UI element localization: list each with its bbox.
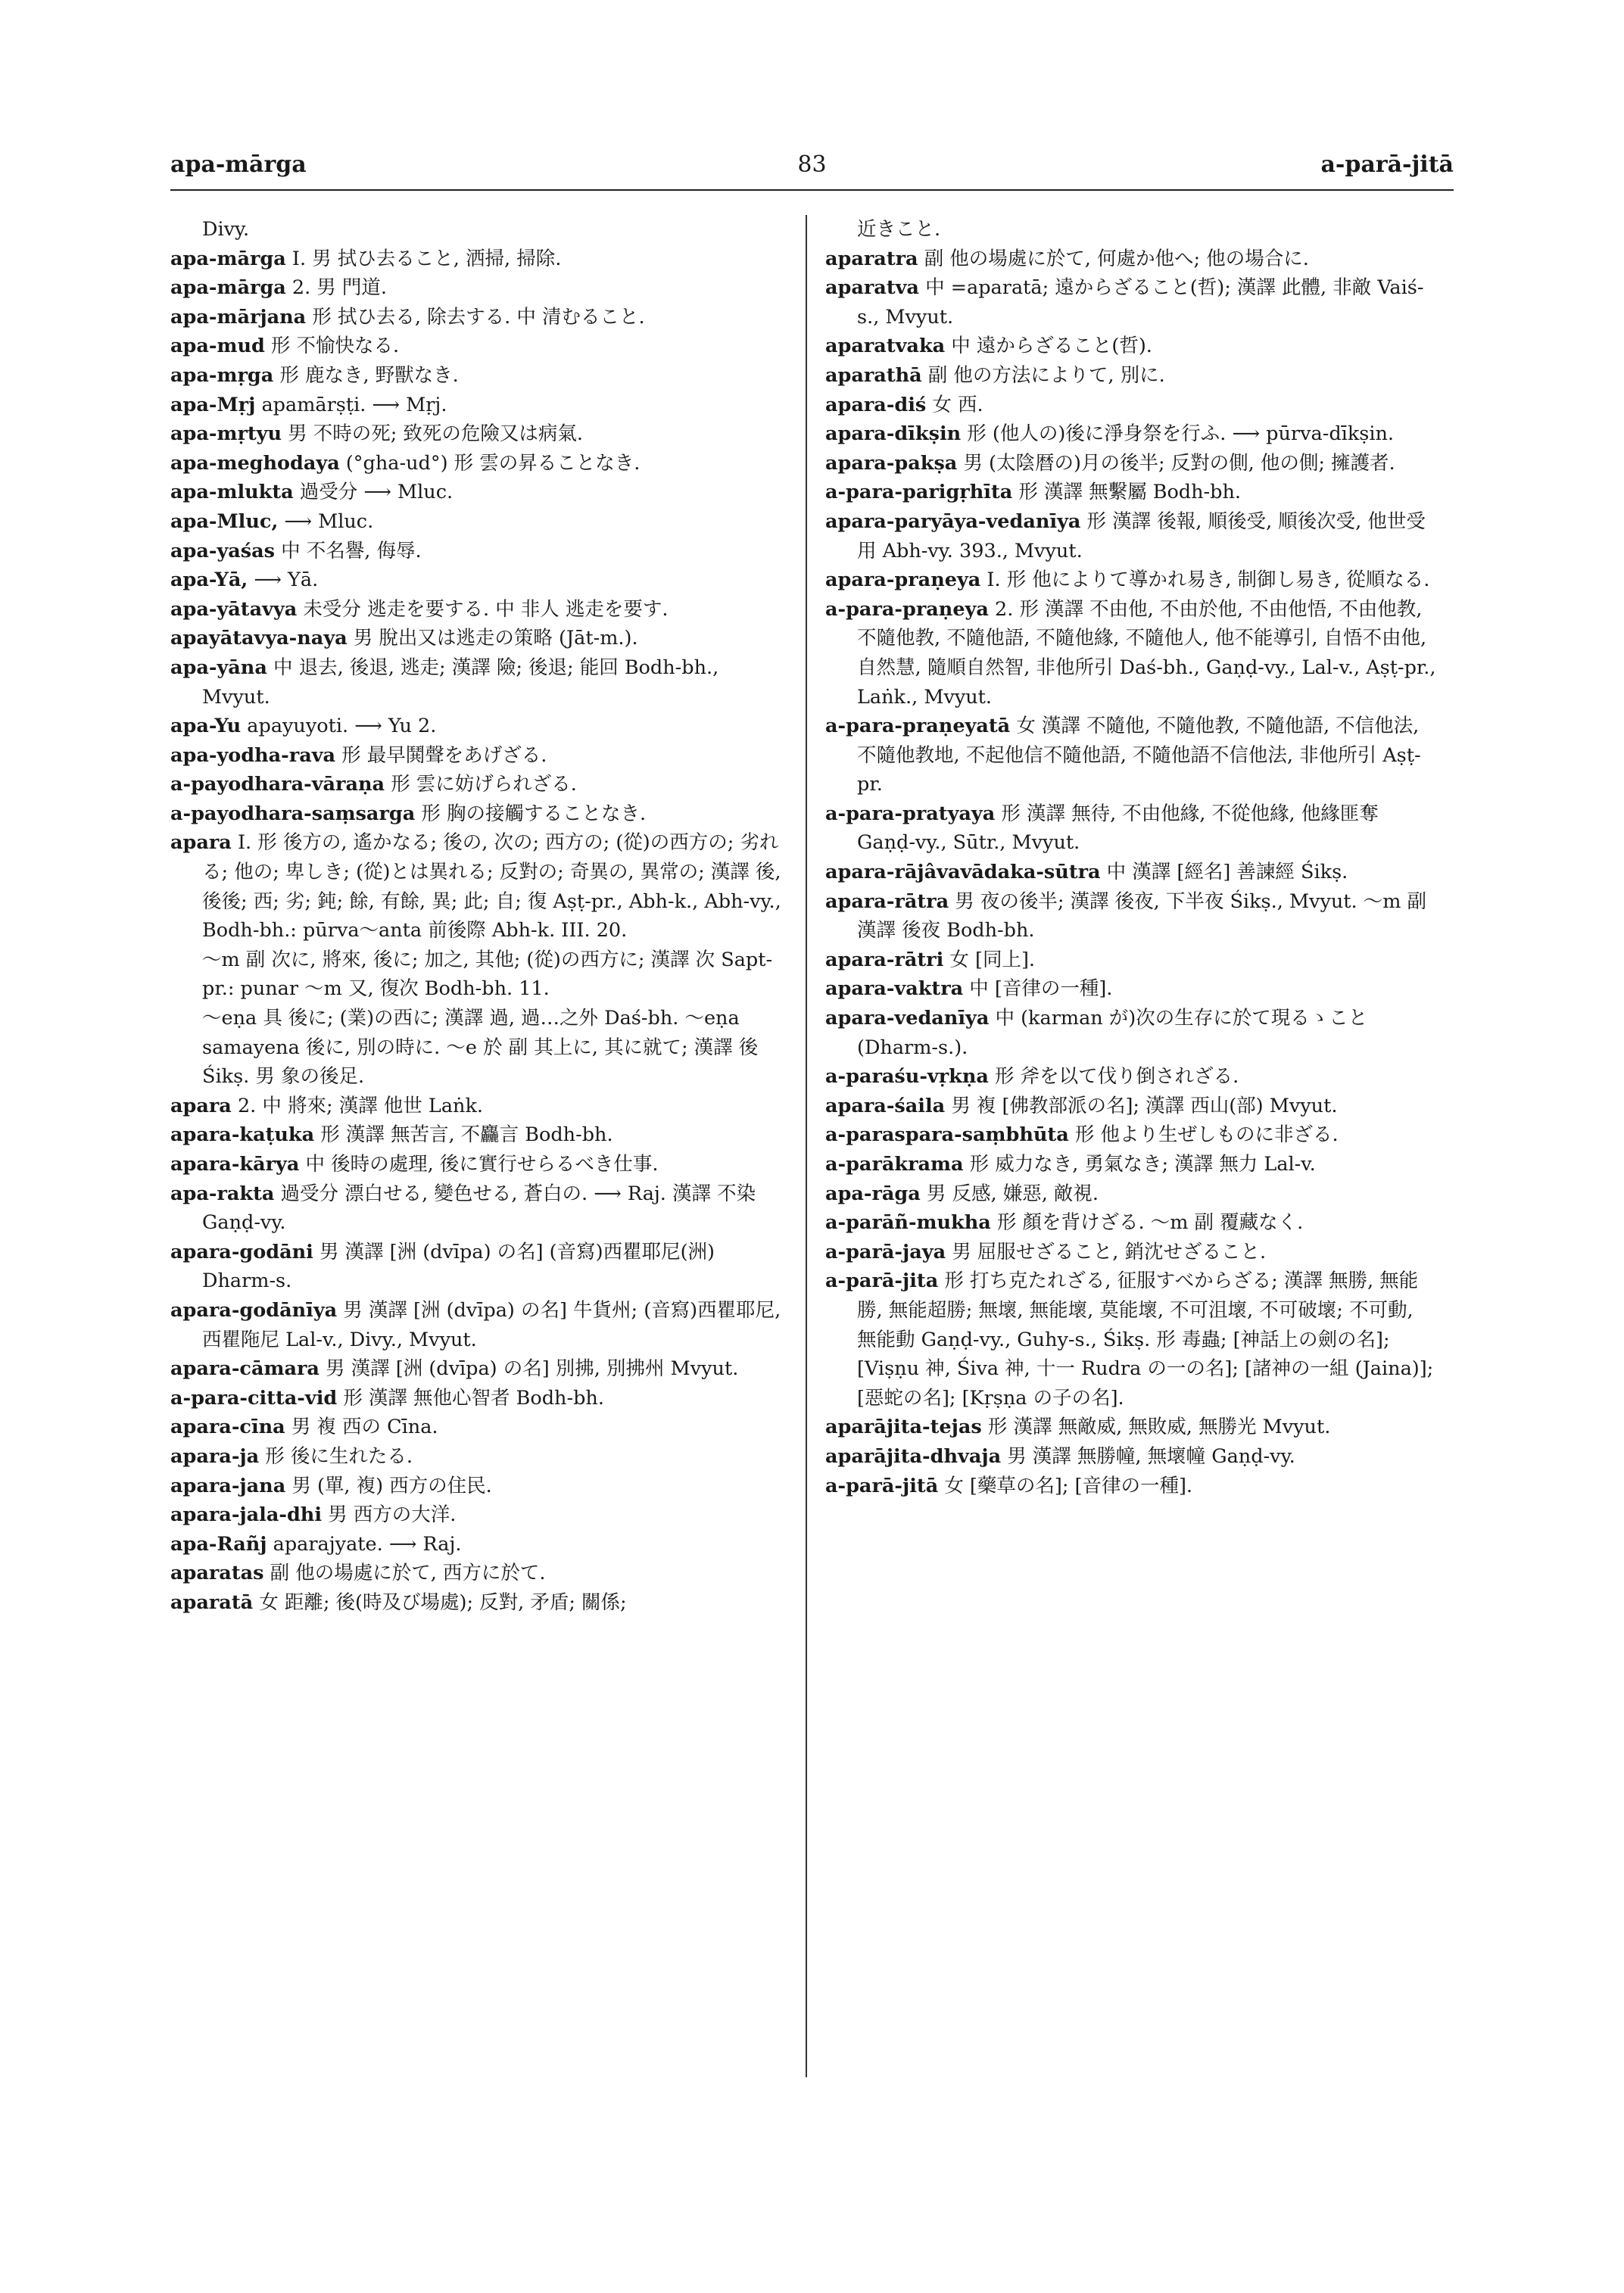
dictionary-entry: [170, 595, 784, 625]
entry-headword: a-para-praṇeya: [825, 597, 989, 621]
entry-definition: 形 後に生れたる.: [265, 1444, 413, 1468]
left-column: [170, 215, 784, 2085]
entry-definition: 中 後時の處理, 後に實行せらるべき仕事.: [305, 1153, 659, 1176]
entry-definition: 形 不愉快なる.: [270, 335, 400, 358]
entry-headword: apa-yaśas: [170, 539, 276, 562]
entry-definition: 過受分 ⟶ Mluc.: [299, 481, 454, 504]
entry-definition: 男 反感, 嫌惡, 敵視.: [926, 1182, 1099, 1205]
dictionary-entry: [170, 946, 784, 1004]
entry-headword: apara-godānīya: [170, 1298, 338, 1322]
entry-definition: 形 漢譯 無待, 不由他緣, 不從他緣, 他緣匪奪 Gaṇḍ-vy., Sūtr., Mvyut.: [857, 802, 1379, 855]
entry-definition: 未受分 逃走を要する. 中 非人 逃走を要す.: [303, 597, 669, 621]
entry-definition: 2. 男 門道.: [291, 276, 388, 300]
entry-definition: 形 打ち克たれざる, 征服すべからざる; 漢譯 無勝, 無能勝, 無能超勝; 無壞, 無能壞, 莫能壞, 不可沮壞, 不可破壞; 不可動, 無能動 Gaṇḍ-vy., Guhy-s., Śikṣ. 形 毒蟲; [神話上の劍の名]; [Viṣṇu 神, Śiva 神, 十一 Rudra の一の名]; [諸神の一組 (Jaina)]; [惡蛇の名]; [Kṛṣṇa の子の名].: [857, 1270, 1434, 1410]
dictionary-entry: [825, 595, 1439, 712]
entry-headword: a-para-citta-vid: [170, 1386, 338, 1410]
entry-headword: apara-praṇeya: [825, 569, 981, 592]
entry-headword: a-parā-jitā: [825, 1474, 939, 1497]
entry-headword: apara-kaṭuka: [170, 1123, 315, 1147]
entry-definition: 中 遠からざること(哲).: [951, 335, 1152, 358]
dictionary-entry: [825, 1266, 1439, 1413]
entry-definition: 女 [藥草の名]; [音律の一種].: [944, 1474, 1193, 1497]
entry-headword: a-parā-jita: [825, 1270, 939, 1293]
entry-definition: 男 複 [佛教部派の名]; 漢譯 西山(部) Mvyut.: [951, 1094, 1338, 1117]
dictionary-entry: [825, 1150, 1439, 1179]
entry-definition: 中 退去, 後退, 逃走; 漢譯 險; 後退; 能回 Bodh-bh., Mvyut.: [202, 656, 719, 709]
entry-headword: a-paraśu-vṛkṇa: [825, 1065, 989, 1089]
dictionary-entry: [825, 712, 1439, 799]
entry-definition: 形 漢譯 後報, 順後受, 順後次受, 他世受用 Abh-vy. 393., Mvyut.: [857, 509, 1426, 562]
entry-definition: 中 漢譯 [經名] 善諫經 Śikṣ.: [1106, 861, 1348, 884]
entry-definition: aparajyate. ⟶ Raj.: [273, 1532, 462, 1556]
entry-headword: aparājita-tejas: [825, 1416, 982, 1439]
dictionary-entry: [170, 245, 784, 274]
entry-definition: 形 漢譯 無他心智者 Bodh-bh.: [343, 1386, 604, 1410]
entry-definition: 〜eṇa 具 後に; (業)の西に; 漢譯 過, 過…之外 Daś-bh. 〜eṇa samayena 後に, 別の時に. 〜e 於 副 其上に, 其に就て; 漢譯 後 Śikṣ. 男 象の後足.: [202, 1007, 759, 1089]
entry-headword: apara-rātri: [825, 948, 944, 971]
entry-definition: 中 (karman が)次の生存に於て現るゝこと (Dharm-s.).: [857, 1007, 1368, 1059]
entry-headword: apara-vaktra: [825, 977, 964, 1001]
dictionary-entry: [170, 712, 784, 741]
dictionary-entry: [170, 1179, 784, 1238]
entry-definition: 2. 中 將來; 漢譯 他世 Laṅk.: [237, 1094, 484, 1117]
dictionary-entry: [825, 1062, 1439, 1092]
entry-definition: 形 威力なき, 勇氣なき; 漢譯 無力 Lal-v.: [969, 1153, 1316, 1176]
dictionary-entry: [170, 478, 784, 507]
dictionary-entry: [170, 273, 784, 303]
entry-definition: 男 不時の死; 致死の危險又は病氣.: [288, 422, 584, 446]
entry-headword: aparatvaka: [825, 335, 946, 358]
dictionary-entry: [825, 1092, 1439, 1121]
dictionary-entry: [825, 858, 1439, 887]
entry-headword: aparatā: [170, 1590, 254, 1614]
entry-headword: aparājita-dhvaja: [825, 1444, 1002, 1468]
dictionary-entry: [170, 770, 784, 799]
entry-definition: 女 [同上].: [949, 948, 1035, 971]
entry-headword: apara-cāmara: [170, 1357, 320, 1381]
dictionary-entry: [825, 946, 1439, 975]
entry-definition: 形 斧を以て伐り倒されざる.: [995, 1065, 1239, 1089]
entry-definition: I. 男 拭ひ去ること, 洒掃, 掃除.: [291, 247, 562, 270]
dictionary-entry: [170, 1296, 784, 1354]
dictionary-entry: [170, 1092, 784, 1121]
entry-headword: apara-kārya: [170, 1153, 300, 1176]
entry-definition: 女 漢譯 不隨他, 不隨他教, 不隨他語, 不信他法, 不隨他教地, 不起他信不隨他語, 不隨他語不信他法, 非他所引 Aṣṭ-pr.: [857, 715, 1421, 796]
entry-definition: 近きこと.: [857, 218, 941, 241]
dictionary-entry: [170, 449, 784, 478]
dictionary-entry: [170, 1472, 784, 1501]
entry-headword: apara-paryāya-vedanīya: [825, 509, 1081, 533]
entry-headword: apa-meghodaya: [170, 451, 340, 475]
entry-headword: apara-śaila: [825, 1094, 946, 1117]
entry-headword: apa-yāna: [170, 656, 267, 679]
entry-headword: apara-dīkṣin: [825, 422, 962, 446]
dictionary-entry: [825, 332, 1439, 361]
entry-headword: apara-godāni: [170, 1240, 313, 1263]
dictionary-entry: [170, 653, 784, 712]
entry-headword: a-para-praṇeyatā: [825, 715, 1011, 738]
entry-definition: 男 夜の後半; 漢譯 後夜, 下半夜 Śikṣ., Mvyut. 〜m 副 漢譯 後夜 Bodh-bh.: [857, 889, 1427, 942]
entry-definition: 形 漢譯 無苦言, 不麤言 Bodh-bh.: [320, 1123, 613, 1147]
dictionary-entry: [825, 507, 1439, 565]
dictionary-entry: [170, 1004, 784, 1092]
dictionary-entry: [170, 419, 784, 449]
entry-headword: a-parāñ-mukha: [825, 1211, 991, 1235]
entry-definition: 副 他の場處に於て, 西方に於て.: [270, 1562, 546, 1585]
entry-headword: a-payodhara-vāraṇa: [170, 773, 385, 796]
entry-headword: apa-rāga: [825, 1182, 921, 1205]
page-header: [170, 151, 1454, 189]
column-divider: [806, 215, 807, 2077]
entry-headword: apa-mṛtyu: [170, 422, 282, 446]
entry-headword: apa-yodha-rava: [170, 743, 336, 767]
entry-definition: 副 他の方法によりて, 別に.: [927, 363, 1165, 387]
right-column: [825, 215, 1439, 2085]
entry-definition: Divy.: [202, 218, 250, 241]
entry-headword: a-para-pratyaya: [825, 802, 996, 825]
dictionary-entry: [170, 1384, 784, 1413]
entry-headword: apara-diś: [825, 393, 927, 416]
entry-definition: apamārṣṭi. ⟶ Mṛj.: [261, 393, 447, 416]
dictionary-entry: [170, 303, 784, 332]
dictionary-entry: [170, 1530, 784, 1559]
entry-headword: apa-Mṛj: [170, 393, 256, 416]
entry-definition: ⟶ Yā.: [254, 569, 319, 592]
entry-definition: 男 (太陰暦の)月の後半; 反對の側, 他の側; 擁護者.: [963, 451, 1395, 475]
dictionary-entry: [825, 799, 1439, 858]
entry-headword: a-paraspara-saṃbhūta: [825, 1123, 1069, 1147]
entry-definition: apayuyoti. ⟶ Yu 2.: [247, 715, 437, 738]
entry-headword: a-parā-jaya: [825, 1240, 946, 1263]
entry-headword: aparatas: [170, 1562, 264, 1585]
entry-headword: apa-mṛga: [170, 363, 274, 387]
entry-definition: 男 漢譯 [洲 (dvīpa) の名] 別拂, 別拂州 Mvyut.: [326, 1357, 739, 1381]
dictionary-entry: [170, 1238, 784, 1296]
entry-definition: 形 (他人の)後に淨身祭を行ふ. ⟶ pūrva-dīkṣin.: [967, 422, 1395, 446]
dictionary-entry: [825, 1120, 1439, 1150]
dictionary-entry: [825, 273, 1439, 332]
entry-headword: a-para-parigṛhīta: [825, 481, 1013, 504]
entry-definition: 〜m 副 次に, 將來, 後に; 加之, 其他; (從)の西方に; 漢譯 次 Sapt-pr.: punar 〜m 又, 復次 Bodh-bh. 11.: [202, 948, 773, 1001]
entry-headword: apara-vedanīya: [825, 1007, 990, 1030]
entry-definition: ⟶ Mluc.: [284, 509, 374, 533]
entry-definition: 女 距離; 後(時及び場處); 反對, 矛盾; 關係;: [259, 1590, 627, 1614]
header-rule: [170, 189, 1454, 191]
entry-definition: 形 雲に妨げられざる.: [391, 773, 577, 796]
entry-headword: apara-ja: [170, 1444, 260, 1468]
dictionary-entry: [170, 361, 784, 391]
dictionary-entry: [825, 391, 1439, 420]
dictionary-entry: [170, 1588, 784, 1618]
entry-definition: 形 拭ひ去る, 除去する. 中 清むること.: [312, 305, 645, 329]
entry-definition: 男 西方の大洋.: [328, 1503, 457, 1527]
dictionary-entry: [825, 1442, 1439, 1472]
dictionary-entry: [170, 1442, 784, 1472]
entry-definition: 男 漢譯 [洲 (dvīpa) の名] (音寫)西瞿耶尼(洲) Dharm-s.: [202, 1240, 715, 1293]
entry-headword: apa-Rañj: [170, 1532, 267, 1556]
entry-definition: 形 漢譯 無繫屬 Bodh-bh.: [1018, 481, 1242, 504]
entry-definition: 形 顏を背けざる. 〜m 副 覆藏なく.: [996, 1211, 1304, 1235]
running-head-left: apa-mārga: [170, 151, 307, 178]
dictionary-entry: [170, 1120, 784, 1150]
entry-headword: aparatva: [825, 276, 919, 300]
dictionary-entry: [170, 1150, 784, 1179]
dictionary-entry: [825, 1004, 1439, 1062]
dictionary-entry: [825, 1179, 1439, 1209]
dictionary-entry: [170, 537, 784, 566]
dictionary-entry: [825, 974, 1439, 1004]
dictionary-entry: [825, 245, 1439, 274]
entry-headword: a-payodhara-saṃsarga: [170, 802, 416, 825]
dictionary-entry: [825, 1208, 1439, 1238]
entry-headword: apara: [170, 831, 232, 855]
entry-definition: I. 形 他によりて導かれ易き, 制御し易き, 從順なる.: [987, 569, 1430, 592]
dictionary-entry: [170, 828, 784, 945]
entry-headword: apa-yātavya: [170, 597, 298, 621]
dictionary-entry: [825, 361, 1439, 391]
entry-definition: 男 漢譯 [洲 (dvīpa) の名] 牛貨州; (音寫)西瞿耶尼, 西瞿陁尼 Lal-v., Divy., Mvyut.: [202, 1298, 781, 1351]
dictionary-entry: [170, 332, 784, 361]
dictionary-entry: [825, 1413, 1439, 1442]
entry-definition: 形 漢譯 無敵威, 無敗威, 無勝光 Mvyut.: [987, 1416, 1331, 1439]
dictionary-entry: [825, 449, 1439, 478]
entry-headword: apara-pakṣa: [825, 451, 958, 475]
entry-headword: apa-mārga: [170, 276, 286, 300]
entry-headword: apa-Yā,: [170, 569, 248, 592]
entry-definition: 中 不名譽, 侮辱.: [281, 539, 422, 562]
entry-headword: apara-cīna: [170, 1416, 285, 1439]
entry-headword: apara-jana: [170, 1474, 286, 1497]
entry-headword: apara-jala-dhi: [170, 1503, 323, 1527]
dictionary-entry: [170, 1500, 784, 1530]
entry-headword: apa-mlukta: [170, 481, 294, 504]
entry-definition: 男 複 西の Cīna.: [291, 1416, 438, 1439]
entry-definition: 男 脫出又は逃走の策略 (Jāt-m.).: [353, 627, 638, 650]
running-head-right: a-parā-jitā: [1320, 151, 1454, 178]
entry-definition: 形 最早鬨聲をあげざる.: [341, 743, 547, 767]
entry-definition: 男 漢譯 無勝幢, 無壞幢 Gaṇḍ-vy.: [1007, 1444, 1295, 1468]
entry-headword: apa-Yu: [170, 715, 242, 738]
entry-headword: aparathā: [825, 363, 922, 387]
entry-headword: apara-rātra: [825, 889, 949, 913]
dictionary-entry: [170, 1413, 784, 1442]
entry-headword: apa-Mluc,: [170, 509, 279, 533]
entry-headword: apa-rakta: [170, 1182, 275, 1205]
dictionary-entry: [170, 1354, 784, 1384]
entry-definition: 副 他の場處に於て, 何處か他へ; 他の場合に.: [924, 247, 1309, 270]
entry-headword: apa-mārjana: [170, 305, 307, 329]
entry-definition: 男 屈服せざること, 銷沈せざること.: [952, 1240, 1267, 1263]
entry-definition: 女 西.: [932, 393, 983, 416]
dictionary-entry: [170, 741, 784, 771]
dictionary-entry: [825, 887, 1439, 946]
dictionary-entry: [170, 565, 784, 595]
dictionary-entry: [170, 624, 784, 653]
dictionary-entry: [170, 1559, 784, 1588]
dictionary-entry: [825, 565, 1439, 595]
dictionary-entry: [825, 215, 1439, 245]
entry-definition: 中 [音律の一種].: [969, 977, 1113, 1001]
dictionary-entry: [825, 478, 1439, 507]
entry-definition: 2. 形 漢譯 不由他, 不由於他, 不由他悟, 不由他教, 不隨他教, 不隨他語, 不隨他緣, 不隨他人, 他不能導引, 自悟不由他, 自然慧, 隨順自然智, 非他所引 Daś-bh., Gaṇḍ-vy., Lal-v., Aṣṭ-pr., Laṅk., Mvyut.: [857, 597, 1436, 709]
entry-definition: (°gha-ud°) 形 雲の昇ることなき.: [345, 451, 641, 475]
entry-headword: apayātavya-naya: [170, 627, 348, 650]
dictionary-entry: [825, 419, 1439, 449]
entry-headword: a-parākrama: [825, 1153, 964, 1176]
entry-definition: 過受分 漂白せる, 變色せる, 蒼白の. ⟶ Raj. 漢譯 不染 Gaṇḍ-vy.: [202, 1182, 756, 1235]
entry-definition: 形 鹿なき, 野獸なき.: [279, 363, 459, 387]
entry-definition: 形 他より生ぜしものに非ざる.: [1074, 1123, 1339, 1147]
entry-headword: apara-rājâvavādaka-sūtra: [825, 861, 1101, 884]
page-number: 83: [797, 151, 827, 178]
entry-definition: 中 =aparatā; 遠からざること(哲); 漢譯 此體, 非敵 Vaiś-s., Mvyut.: [857, 276, 1424, 329]
dictionary-entry: [170, 799, 784, 829]
entry-headword: aparatra: [825, 247, 918, 270]
dictionary-entry: [825, 1238, 1439, 1267]
entry-headword: apara: [170, 1094, 232, 1117]
dictionary-entry: [170, 215, 784, 245]
entry-definition: 形 胸の接觸することなき.: [421, 802, 647, 825]
dictionary-entry: [825, 1472, 1439, 1501]
entry-definition: 男 (單, 複) 西方の住民.: [291, 1474, 492, 1497]
entry-definition: I. 形 後方の, 遙かなる; 後の, 次の; 西方の; (從)の西方の; 劣れる; 他の; 卑しき; (從)とは異れる; 反對の; 奇異の, 異常の; 漢譯 後, 後後; 西; 劣; 鈍; 餘, 有餘, 異; 此; 自; 復 Aṣṭ-pr., Abh-k., Abh-vy., Bodh-bh.: pūrva〜anta 前後際 Abh-k. III. 20.: [202, 831, 781, 942]
dictionary-entry: [170, 391, 784, 420]
entry-headword: apa-mārga: [170, 247, 286, 270]
dictionary-entry: [170, 507, 784, 537]
entry-headword: apa-mud: [170, 335, 265, 358]
